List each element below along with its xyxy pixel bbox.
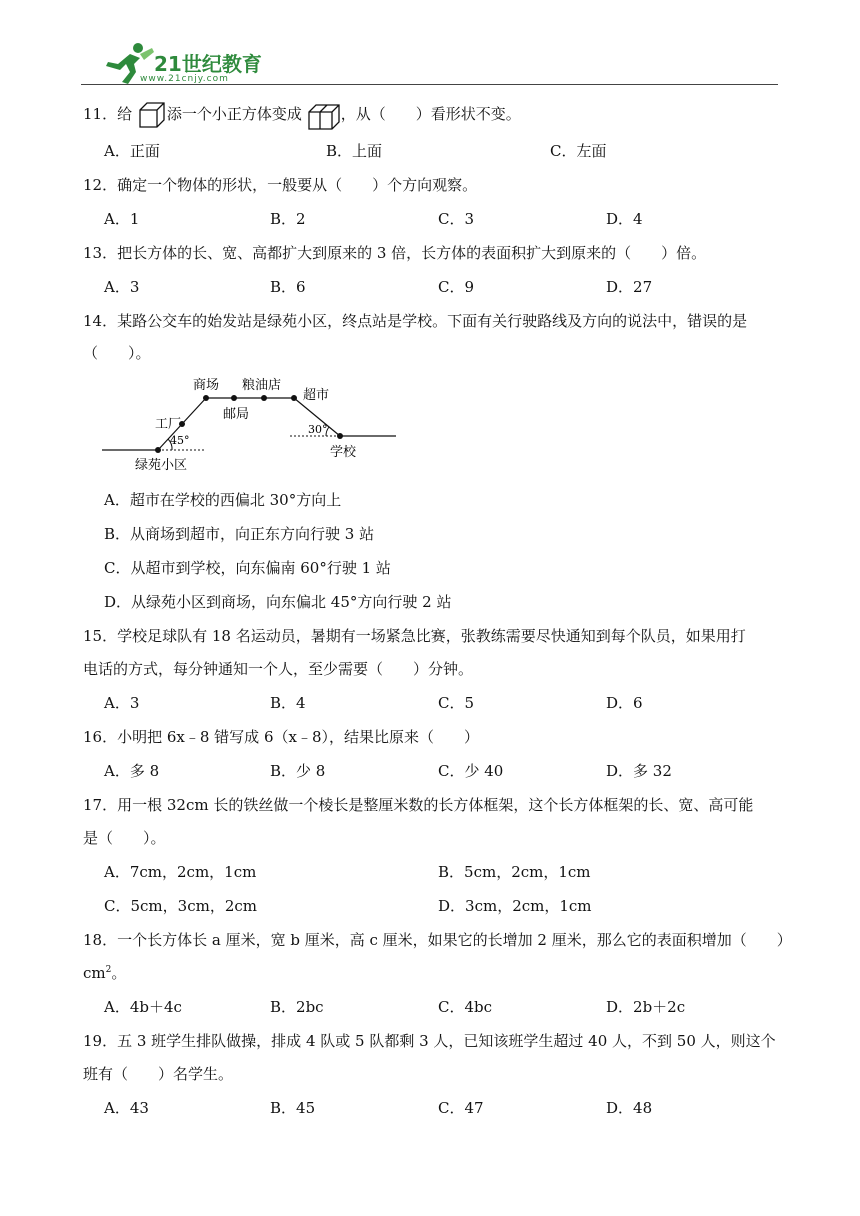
bus-route-diagram	[100, 372, 400, 476]
option-d: D．6	[606, 694, 643, 712]
question-text: 是（ ）。	[83, 829, 166, 847]
cube-large-icon	[307, 100, 341, 130]
question-18-line2	[83, 962, 126, 983]
question-12	[83, 174, 477, 195]
question-number: 13．	[83, 244, 118, 262]
question-15	[83, 625, 746, 646]
question-number: 16．	[83, 728, 118, 746]
label-post-office: 邮局	[223, 407, 250, 422]
label-green-community: 绿苑小区	[135, 458, 188, 473]
option-a: A．正面	[104, 142, 160, 160]
option-b: B．上面	[326, 142, 383, 160]
option-a: A．1	[104, 210, 140, 228]
question-16	[83, 726, 479, 747]
option-d: D．3cm，2cm，1cm	[438, 897, 592, 915]
question-text: 学校足球队有 18 名运动员，暑期有一场紧急比赛，张教练需要尽快通知到每个队员，如果用打	[117, 627, 746, 645]
question-number: 15．	[83, 627, 118, 645]
label-angle-30: 30°	[308, 423, 328, 436]
label-angle-45: 45°	[170, 434, 190, 447]
logo-text: 21世纪教育	[154, 52, 262, 76]
question-text: （ ）。	[83, 344, 151, 362]
question-text: 小明把 6x﹣8 错写成 6（x﹣8），结果比原来（ ）	[117, 728, 479, 746]
option-c: C．5	[438, 694, 475, 712]
option-c: C．从超市到学校，向东偏南 60°行驶 1 站	[104, 559, 391, 577]
option-b: B．6	[270, 278, 306, 296]
option-b: B．45	[270, 1099, 316, 1117]
question-number: 18．	[83, 931, 118, 949]
label-supermarket: 超市	[303, 388, 330, 403]
question-text-part: ，从（ ）看形状不变。	[340, 105, 521, 123]
option-d: D．2b＋2c	[606, 998, 686, 1016]
option-c: C．4bc	[438, 998, 493, 1016]
option-b: B．4	[270, 694, 306, 712]
question-19	[83, 1030, 776, 1051]
station-dot	[291, 395, 297, 401]
question-number: 19．	[83, 1032, 118, 1050]
option-c: C．47	[438, 1099, 484, 1117]
option-a: A．3	[104, 278, 140, 296]
option-b: B．少 8	[270, 762, 326, 780]
question-number: 17．	[83, 796, 118, 814]
page-header	[0, 0, 860, 90]
question-text: 把长方体的长、宽、高都扩大到原来的 3 倍，长方体的表面积扩大到原来的（ ）倍。	[117, 244, 707, 262]
option-a: A．43	[104, 1099, 149, 1117]
label-mall: 商场	[193, 378, 220, 393]
option-a: A．3	[104, 694, 140, 712]
option-c: C．左面	[550, 142, 607, 160]
question-19-line2	[83, 1063, 233, 1084]
question-number: 11．	[83, 105, 118, 123]
option-d: D．从绿苑小区到商场，向东偏北 45°方向行驶 2 站	[104, 593, 452, 611]
question-text: 电话的方式，每分钟通知一个人，至少需要（ ）分钟。	[83, 660, 474, 678]
station-dot	[337, 433, 343, 439]
label-factory: 工厂	[155, 417, 182, 432]
option-c: C．3	[438, 210, 475, 228]
question-text: 。	[111, 964, 127, 982]
option-c: C．5cm，3cm，2cm	[104, 897, 257, 915]
option-d: D．多 32	[606, 762, 672, 780]
question-text: 班有（ ）名学生。	[83, 1065, 234, 1083]
option-b: B．5cm，2cm，1cm	[438, 863, 591, 881]
option-d: D．27	[606, 278, 653, 296]
option-b: B．2	[270, 210, 306, 228]
question-text: cm	[83, 964, 106, 982]
superscript: 2	[105, 965, 112, 975]
station-dot	[155, 447, 161, 453]
question-text: 用一根 32cm 长的铁丝做一个棱长是整厘米数的长方体框架，这个长方体框架的长、宽、高可能	[117, 796, 754, 814]
label-school: 学校	[330, 445, 357, 460]
cube-small-icon	[137, 100, 167, 130]
header-divider	[81, 84, 778, 85]
question-13	[83, 242, 706, 263]
question-text: 一个长方体长 a 厘米，宽 b 厘米，高 c 厘米，如果它的长增加 2 厘米，那么它的表面积增加（ ）	[117, 931, 792, 949]
question-number: 14．	[83, 312, 118, 330]
site-logo	[100, 40, 280, 86]
option-c: C．少 40	[438, 762, 504, 780]
question-15-line2	[83, 658, 473, 679]
question-text: 确定一个物体的形状，一般要从（ ）个方向观察。	[117, 176, 478, 194]
option-a: A．多 8	[104, 762, 160, 780]
station-dot	[231, 395, 237, 401]
question-11	[83, 100, 521, 130]
question-14-line2	[83, 342, 151, 363]
question-18	[83, 929, 792, 950]
question-17-line2	[83, 827, 166, 848]
option-d: D．4	[606, 210, 643, 228]
option-b: B．从商场到超市，向正东方向行驶 3 站	[104, 525, 375, 543]
label-grain-store: 粮油店	[242, 378, 282, 393]
question-text-part: 添一个小正方体变成	[166, 105, 302, 123]
option-c: C．9	[438, 278, 475, 296]
question-text: 某路公交车的始发站是绿苑小区，终点站是学校。下面有关行驶路线及方向的说法中，错误的是	[117, 312, 748, 330]
logo-url: www.21cnjy.com	[140, 74, 229, 84]
question-17	[83, 794, 753, 815]
option-a: A．4b＋4c	[104, 998, 182, 1016]
option-a: A．超市在学校的西偏北 30°方向上	[104, 491, 342, 509]
station-dot	[261, 395, 267, 401]
question-number: 12．	[83, 176, 118, 194]
option-b: B．2bc	[270, 998, 324, 1016]
option-a: A．7cm，2cm，1cm	[104, 863, 257, 881]
question-14	[83, 310, 747, 331]
station-dot	[203, 395, 209, 401]
question-text-part: 给	[117, 105, 133, 123]
question-text: 五 3 班学生排队做操，排成 4 队或 5 队都剩 3 人，已知该班学生超过 40 人，不到 50 人，则这个	[117, 1032, 776, 1050]
option-d: D．48	[606, 1099, 653, 1117]
